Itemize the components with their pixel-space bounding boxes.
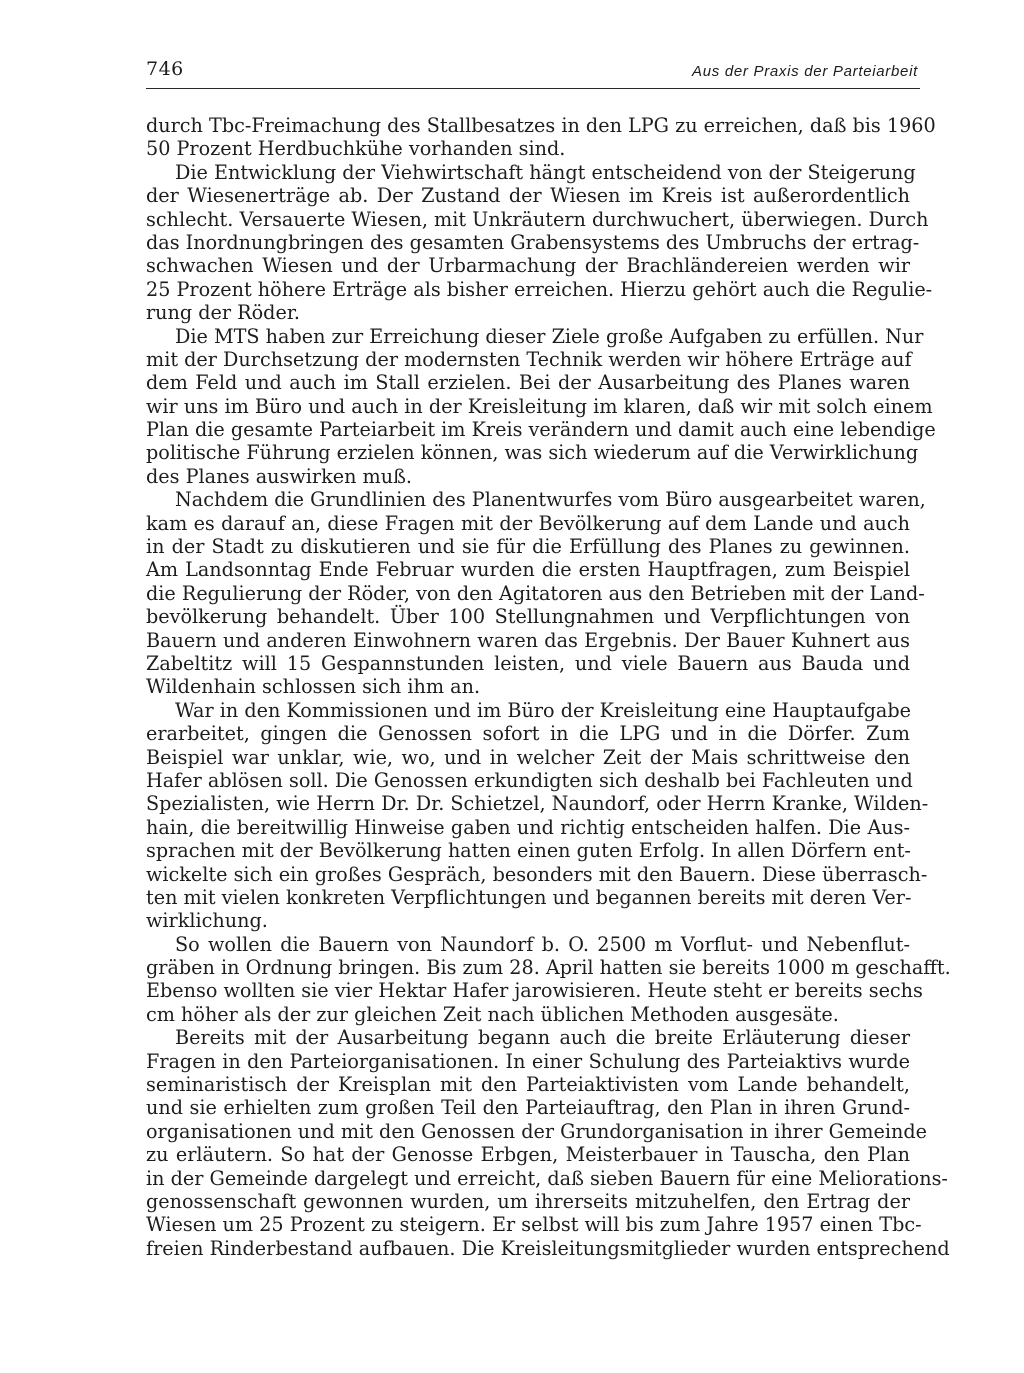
paragraph-2 <box>146 160 933 325</box>
text-line: freien Rinderbestand aufbauen. Die Kreisleitungsmitglieder wurden entsprechend <box>146 1236 950 1260</box>
text-line: cm höher als der zur gleichen Zeit nach üblichen Methoden ausgesäte. <box>146 1002 839 1026</box>
text-line: der Wiesenerträge ab. Der Zustand der Wiesen im Kreis ist außerordentlich <box>146 184 910 208</box>
text-line: in der Gemeinde dargelegt und erreicht, daß sieben Bauern für eine Meliorations- <box>146 1166 948 1190</box>
paragraph-3 <box>146 324 936 489</box>
text-line: schlecht. Versauerte Wiesen, mit Unkräutern durchwuchert, überwiegen. Durch <box>146 207 929 231</box>
text-line: erarbeitet, gingen die Genossen sofort in die LPG und in die Dörfer. Zum <box>146 722 910 746</box>
text-line: Nachdem die Grundlinien des Planentwurfes vom Büro ausgearbeitet waren, <box>175 488 926 512</box>
text-line: wirklichung. <box>146 909 268 933</box>
text-line: Wiesen um 25 Prozent zu steigern. Er selbst will bis zum Jahre 1957 einen Tbc- <box>146 1213 922 1237</box>
text-line: gräben in Ordnung bringen. Bis zum 28. April hatten sie bereits 1000 m geschafft. <box>146 956 951 980</box>
text-line: 50 Prozent Herdbuchkühe vorhanden sind. <box>146 137 566 161</box>
text-line: Ebenso wollten sie vier Hektar Hafer jarowisieren. Heute steht er bereits sechs <box>146 979 923 1003</box>
text-line: Zabeltitz will 15 Gespannstunden leisten, und viele Bauern aus Bauda und <box>146 651 910 675</box>
paragraph-1 <box>146 114 936 161</box>
text-line: Fragen in den Parteiorganisationen. In einer Schulung des Parteiaktivs wurde <box>146 1049 910 1073</box>
page-number: 746 <box>146 58 184 80</box>
text-line: Bauern und anderen Einwohnern waren das Ergebnis. Der Bauer Kuhnert aus <box>146 628 910 652</box>
text-line: wir uns im Büro und auch in der Kreisleitung im klaren, daß wir mit solch einem <box>146 394 933 418</box>
text-line: politische Führung erzielen können, was sich wiederum auf die Verwirklichung <box>146 441 919 465</box>
text-line: War in den Kommissionen und im Büro der Kreisleitung eine Hauptaufgabe <box>175 698 911 722</box>
text-line: seminaristisch der Kreisplan mit den Parteiaktivisten vom Lande behandelt, <box>146 1073 910 1097</box>
text-line: durch Tbc-Freimachung des Stallbesatzes in den LPG zu erreichen, daß bis 1960 <box>146 114 936 137</box>
text-line: Plan die gesamte Parteiarbeit im Kreis verändern und damit auch eine lebendige <box>146 418 936 442</box>
text-line: rung der Röder. <box>146 301 300 325</box>
text-line: So wollen die Bauern von Naundorf b. O. 2500 m Vorflut- und Nebenflut- <box>175 932 910 956</box>
text-line: ten mit vielen konkreten Verpflichtungen und begannen bereits mit deren Ver- <box>146 885 912 909</box>
text-line: bevölkerung behandelt. Über 100 Stellungnahmen und Verpflichtungen von <box>146 605 910 629</box>
paragraph-6 <box>146 932 951 1027</box>
text-line: dem Feld und auch im Stall erzielen. Bei der Ausarbeitung des Planes waren <box>146 371 910 395</box>
text-line: kam es darauf an, diese Fragen mit der Bevölkerung auf dem Lande und auch <box>146 511 910 535</box>
text-line: in der Stadt zu diskutieren und sie für die Erfüllung des Planes zu gewinnen. <box>146 535 910 559</box>
text-line: Beispiel war unklar, wie, wo, und in welcher Zeit der Mais schrittweise den <box>146 745 910 769</box>
paragraph-4 <box>146 488 926 699</box>
text-line: Am Landsonntag Ende Februar wurden die ersten Hauptfragen, zum Beispiel <box>146 558 910 582</box>
text-line: schwachen Wiesen und der Urbarmachung der Brachländereien werden wir <box>146 254 910 278</box>
text-line: zu erläutern. So hat der Genosse Erbgen, Meisterbauer in Tauscha, den Plan <box>146 1143 910 1167</box>
text-line: genossenschaft gewonnen wurden, um ihrerseits mitzuhelfen, den Ertrag der <box>146 1189 910 1213</box>
text-line: des Planes auswirken muß. <box>146 464 413 488</box>
text-line: mit der Durchsetzung der modernsten Technik werden wir höhere Erträge auf <box>146 347 912 371</box>
text-line: Bereits mit der Ausarbeitung begann auch die breite Erläuterung dieser <box>175 1026 910 1050</box>
text-line: hain, die bereitwillig Hinweise gaben und richtig entscheiden halfen. Die Aus- <box>146 815 910 839</box>
running-head: Aus der Praxis der Parteiarbeit <box>692 63 918 80</box>
text-line: sprachen mit der Bevölkerung hatten einen guten Erfolg. In allen Dörfern ent- <box>146 839 911 863</box>
text-line: und sie erhielten zum großen Teil den Parteiauftrag, den Plan in ihren Grund- <box>146 1096 910 1120</box>
body-text <box>146 114 951 1260</box>
text-line: Wildenhain schlossen sich ihm an. <box>146 675 481 699</box>
paragraph-7 <box>146 1026 950 1260</box>
text-line: das Inordnungbringen des gesamten Grabensystems des Umbruchs der ertrag- <box>146 230 920 254</box>
text-line: Die Entwicklung der Viehwirtschaft hängt entscheidend von der Steigerung <box>175 160 916 184</box>
text-line: Spezialisten, wie Herrn Dr. Dr. Schietzel, Naundorf, oder Herrn Kranke, Wilden- <box>146 792 929 816</box>
paragraph-5 <box>146 698 929 933</box>
text-line: wickelte sich ein großes Gespräch, besonders mit den Bauern. Diese überrasch- <box>146 862 928 886</box>
text-line: organisationen und mit den Genossen der Grundorganisation in ihrer Gemeinde <box>146 1119 927 1143</box>
text-line: 25 Prozent höhere Erträge als bisher erreichen. Hierzu gehört auch die Regulie- <box>146 277 933 301</box>
page-header <box>146 56 920 89</box>
text-line: Die MTS haben zur Erreichung dieser Ziele große Aufgaben zu erfüllen. Nur <box>175 324 924 348</box>
text-line: Hafer ablösen soll. Die Genossen erkundigten sich deshalb bei Fachleuten und <box>146 768 913 792</box>
text-line: die Regulierung der Röder, von den Agitatoren aus den Betrieben mit der Land- <box>146 581 925 605</box>
